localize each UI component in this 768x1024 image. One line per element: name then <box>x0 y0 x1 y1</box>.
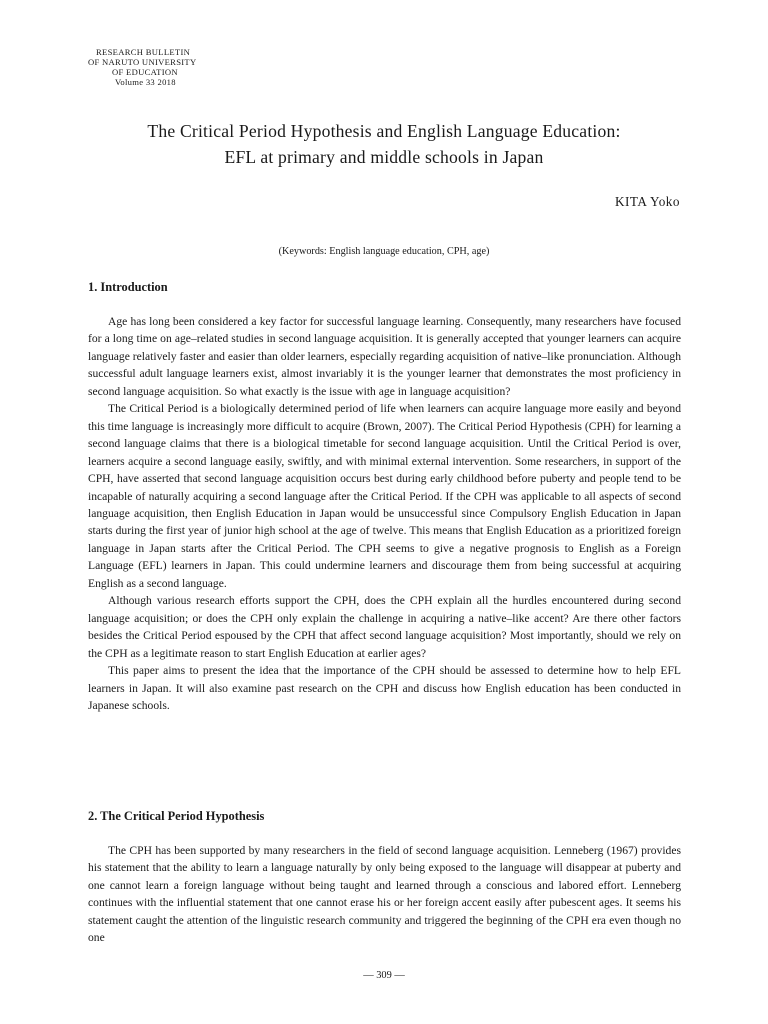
page-number: — 309 — <box>363 970 405 981</box>
paragraph: The Critical Period is a biologically determined period of life when learners can acquire language more easily and beyond this time language is increasingly more difficult to acquire (Brown, 2007). The Critical Period Hypothesis (CPH) for learning a second language claims that there is a biological timetable for second language acquisition. Until the Critical Period is over, learners acquire a second language easily, swiftly, and with minimal external intervention. Some researchers, in support of the CPH, have asserted that second language acquisition occurs best during early childhood before puberty and people tend to be incapable of naturally acquiring a second language after the Critical Period. If the CPH was applicable to all aspects of second language acquisition, then English Education in Japan would be unsuccessful since Compulsory English Education in Japan starts during the first year of junior high school at the age of twelve. This means that English Education as a prioritized foreign language in Japan starts after the Critical Period. The CPH seems to give a negative prognosis to English as a Foreign Language (EFL) learners in Japan. This could undermine learners and discourage them from being successful at acquiring English as a second language. <box>88 402 681 590</box>
keywords: (Keywords: English language education, CPH, age) <box>278 246 490 257</box>
section-body-cph <box>88 842 681 947</box>
masthead-line: OF EDUCATION <box>112 67 178 77</box>
journal-masthead <box>88 47 197 87</box>
masthead-line: RESEARCH BULLETIN <box>96 47 191 57</box>
paragraph: The CPH has been supported by many researchers in the field of second language acquisition. Lenneberg (1967) provides his statement that the ability to learn a language naturally by only being exposed to the language will disappear at puberty and one cannot learn a foreign language without being taught and learned through a conscious and labored effort. Lenneberg continues with the influential statement that one cannot erase his or her foreign accent easily after pubescent ages. It seems his statement caught the attention of the linguistic research community and triggered the beginning of the CPH era even though no one <box>88 844 681 945</box>
paragraph: This paper aims to present the idea that the importance of the CPH should be assessed to determine how to help EFL learners in Japan. It will also examine past research on the CPH and discuss how English education has been conducted in Japanese schools. <box>88 664 681 712</box>
masthead-line: OF NARUTO UNIVERSITY <box>88 57 197 67</box>
paper-title-line-1: The Critical Period Hypothesis and English Language Education: <box>147 121 621 141</box>
paragraph: Although various research efforts support the CPH, does the CPH explain all the hurdles encountered during second language acquisition; or does the CPH only explain the challenge in acquiring a native–like accent? Are there other factors besides the Critical Period espoused by the CPH that affect second language acquisition? Most importantly, should we rely on the CPH as a legitimate reason to start English Education at earlier ages? <box>88 594 681 660</box>
paper-title <box>0 118 768 170</box>
section-body-introduction <box>88 313 681 714</box>
paragraph: Age has long been considered a key factor for successful language learning. Consequently, many researchers have focused for a long time on age–related studies in second language acquisition. It is generally accepted that younger learners can acquire language relatively faster and easier than older learners, especially regarding acquisition of native–like pronunciation. Although successful adult language learners exist, almost invariably it is the younger learner that demonstrates the most proficiency in second language acquisition. So what exactly is the issue with age in language acquisition? <box>88 315 681 398</box>
section-heading-introduction: 1. Introduction <box>88 280 168 294</box>
masthead-volume: Volume 33 2018 <box>115 77 176 87</box>
author-name: KITA Yoko <box>615 194 680 209</box>
paper-title-line-2: EFL at primary and middle schools in Japan <box>224 147 544 167</box>
section-heading-cph: 2. The Critical Period Hypothesis <box>88 809 265 823</box>
